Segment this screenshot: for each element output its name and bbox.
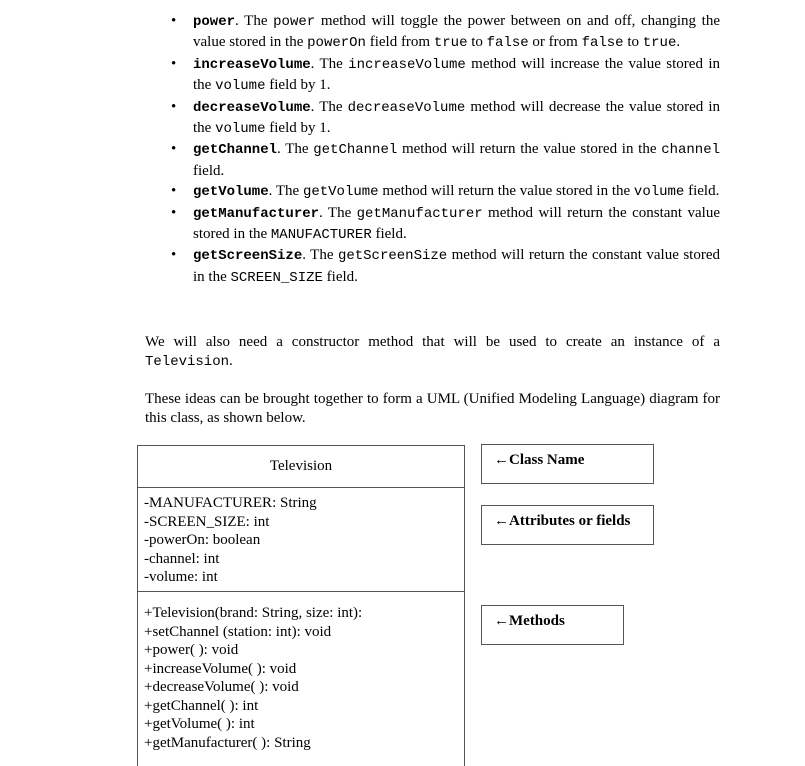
uml-method: +increaseVolume( ): void [144, 660, 297, 677]
uml-attribute: -MANUFACTURER: String [144, 495, 317, 511]
left-arrow-icon: ← [494, 613, 509, 629]
bullet-item [145, 203, 720, 246]
class-name-callout [481, 444, 654, 484]
uml-method: +power( ): void [144, 642, 239, 658]
bullet-text-segment: false [581, 35, 624, 52]
bullet-text-segment: field. [322, 268, 358, 285]
method-name: getVolume [193, 184, 269, 201]
bullet-item [145, 11, 720, 54]
methods-callout [481, 605, 624, 645]
bullet-text-segment: MANUFACTURER [270, 227, 372, 244]
uml-method: +decreaseVolume( ): void [144, 679, 299, 695]
bullet-text-segment: . [676, 34, 681, 51]
method-name: getScreenSize [193, 248, 303, 265]
bullet-text-segment: getChannel [313, 142, 398, 159]
bullet-text-segment: getScreenSize [337, 248, 448, 265]
method-name: decreaseVolume [193, 99, 311, 116]
bullet-dot-icon: • [171, 204, 177, 221]
uml-attribute: -powerOn: boolean [144, 532, 261, 548]
bullet-dot-icon: • [171, 247, 177, 264]
bullet-list [145, 11, 720, 288]
bullet-text-segment: volume [633, 184, 685, 201]
bullet-text-segment: field by 1. [265, 77, 331, 94]
uml-class-name: Television [138, 446, 464, 488]
uml-attribute: -channel: int [144, 550, 220, 567]
bullet-text-segment: SCREEN_SIZE [230, 269, 323, 286]
bullet-text-segment: method will increase the value stored in the [193, 55, 720, 94]
uml-method: +getChannel( ): int [144, 697, 259, 714]
bullet-item [145, 245, 720, 288]
uml-diagram [137, 445, 465, 766]
para1-segment: We will also need a constructor method that will be used to create an instance of a [145, 334, 720, 350]
bullet-text-segment: power [273, 14, 316, 30]
bullet-text-segment: field from [365, 34, 434, 51]
bullet-item [145, 139, 720, 181]
bullet-text-segment: . The [310, 98, 348, 115]
bullet-text-segment: field. [193, 162, 225, 179]
uml-methods [138, 592, 464, 752]
bullet-text-segment: channel [661, 142, 720, 159]
para1-segment: . [229, 353, 233, 369]
uml-method: +getVolume( ): int [144, 716, 255, 732]
method-name: getChannel [193, 142, 278, 159]
bullet-text-segment: decreaseVolume [347, 99, 466, 116]
bullet-dot-icon: • [171, 141, 177, 158]
bullet-text-segment: . The [268, 183, 303, 200]
bullet-text-segment: method will toggle the power between on and off, changing the value stored in the [193, 13, 720, 51]
para1-segment: Television [145, 354, 230, 370]
left-arrow-icon: ← [494, 513, 509, 529]
bullet-text-segment: field. [684, 183, 720, 200]
methods-callout-label: Methods [509, 613, 565, 629]
method-name: increaseVolume [193, 56, 311, 73]
attributes-callout [481, 505, 654, 545]
bullet-text-segment: to [467, 34, 487, 51]
bullet-item [145, 97, 720, 140]
bullet-text-segment: getManufacturer [356, 205, 483, 222]
bullet-text-segment: volume [215, 78, 266, 95]
bullet-text-segment: . The [302, 247, 338, 264]
method-name: power [193, 14, 236, 30]
bullet-text-segment: to [623, 34, 643, 51]
bullet-text-segment: field. [371, 226, 407, 243]
bullet-text-segment: method will return the value stored in the [378, 183, 634, 200]
bullet-text-segment: false [486, 35, 529, 52]
bullet-text-segment: volume [215, 121, 266, 138]
bullet-text-segment: . The [277, 141, 314, 158]
bullet-text-segment: field by 1. [265, 120, 331, 137]
bullet-text-segment: true [642, 35, 677, 52]
uml-intro-paragraph: These ideas can be brought together to form a UML (Unified Modeling Language) diagram for this class, as shown below. [145, 391, 720, 426]
bullet-text-segment: . The [310, 55, 349, 72]
bullet-item [145, 54, 720, 97]
uml-attribute: -SCREEN_SIZE: int [144, 513, 270, 530]
method-name: getManufacturer [193, 205, 320, 222]
bullet-text-segment: method will return the constant value stored in the [193, 204, 720, 243]
bullet-dot-icon: • [171, 55, 177, 72]
bullet-text-segment: getVolume [302, 184, 379, 201]
bullet-text-segment: method will decrease the value stored in the [193, 98, 720, 137]
bullet-text-segment: or from [528, 34, 582, 51]
bullet-text-segment: powerOn [307, 35, 366, 52]
bullet-dot-icon: • [171, 183, 177, 200]
bullet-text-segment: . The [235, 13, 274, 29]
bullet-text-segment: method will return the constant value stored in the [193, 247, 720, 285]
uml-method: +setChannel (station: int): void [144, 623, 332, 640]
bullet-dot-icon: • [171, 98, 177, 115]
uml-attributes [138, 488, 464, 592]
uml-attribute: -volume: int [144, 569, 218, 585]
left-arrow-icon: ← [494, 452, 509, 468]
bullet-dot-icon: • [171, 13, 177, 29]
bullet-text-segment: increaseVolume [348, 56, 466, 73]
uml-method: +getManufacturer( ): String [144, 734, 311, 751]
bullet-item [145, 181, 720, 202]
uml-method: +Television(brand: String, size: int): [144, 605, 363, 621]
bullet-text-segment: true [433, 35, 468, 52]
attributes-callout-label: Attributes or fields [509, 513, 631, 529]
bullet-text-segment: method will return the value stored in the [397, 141, 662, 158]
bullet-text-segment: . The [319, 204, 357, 221]
class-name-callout-label: Class Name [509, 452, 585, 468]
constructor-paragraph [145, 333, 720, 372]
